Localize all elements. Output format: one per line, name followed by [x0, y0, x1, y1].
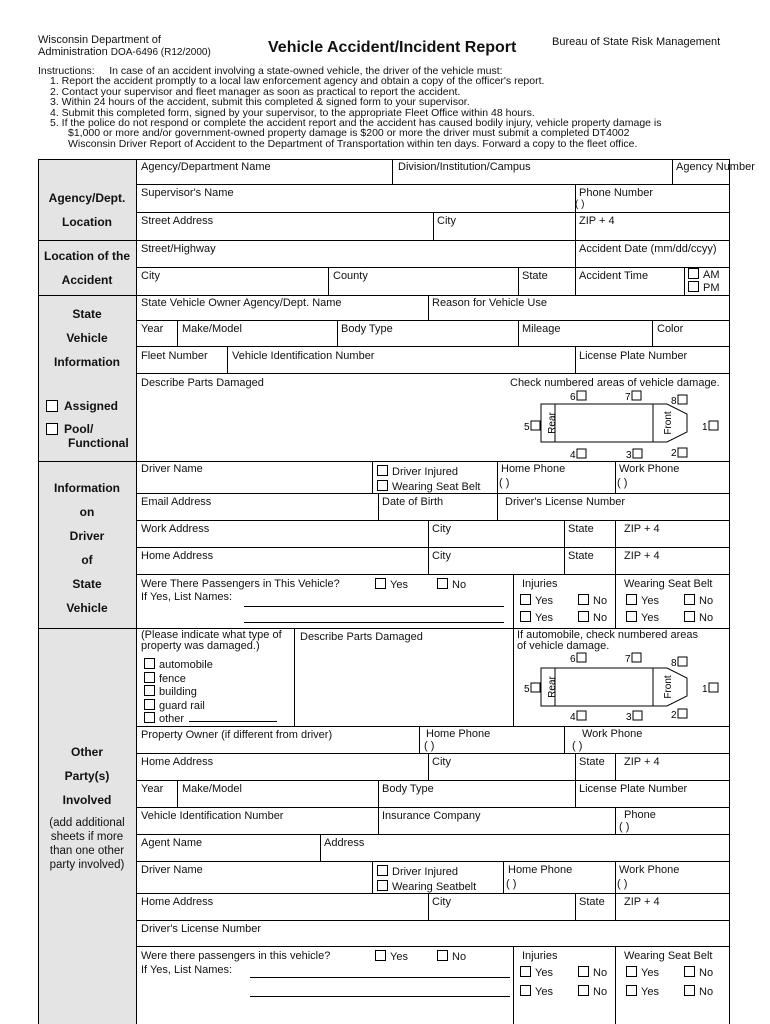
area-6-checkbox[interactable] — [577, 391, 586, 400]
area-5-label: 5 — [524, 684, 530, 695]
other-home-address-label: Home Address — [141, 756, 214, 768]
seat-belt-col-label: Wearing Seat Belt — [624, 578, 713, 590]
other-dl-label: Driver's License Number — [141, 923, 262, 935]
agency-number-label: Agency Number — [676, 161, 755, 173]
form-number: DOA-6496 (R12/2000) — [110, 47, 211, 58]
passengers-question: Were There Passengers in This Vehicle? — [141, 578, 340, 590]
other-vin-label: Vehicle Identification Number — [141, 810, 284, 822]
belt-yes-checkbox[interactable] — [626, 985, 637, 996]
property-type-options: automobile fence building guard rail other — [144, 658, 213, 726]
reason-use-label: Reason for Vehicle Use — [432, 297, 547, 309]
home-state-label: State — [568, 550, 594, 562]
dl-number-label: Driver's License Number — [505, 496, 626, 508]
area-3-checkbox[interactable] — [633, 711, 642, 720]
instructions: Instructions: In case of an accident involving a state-owned vehicle, the driver of the vehicle must: 1. Report the accident promptly to a local law enforcement agency and obtain a copy of the officer's report. 2. Contact your supervisor and fleet manager as soon as practical to report the accident. 3. Within 24 hours of the accident, submit this completed & signed form to your supervisor. 4. Submit this completed form, signed by your supervisor, to the appropriate Fleet Office within 48 hours. 5. If the police do not respond or complete the accident report and the accident has caused bodily injury, vehicle property damage is $1,000 or more and/or government-owned property damage is $200 or more the driver must submit a completed DT4002 Wisconsin Driver Report of Accident to the Department of Transportation within ten days. Forward a copy to the fleet office. — [38, 65, 662, 150]
accident-time-label: Accident Time — [579, 270, 649, 282]
area-5-checkbox[interactable] — [531, 683, 540, 692]
injury-no-1: No — [578, 594, 607, 607]
insurance-label: Insurance Company — [382, 810, 481, 822]
pm-option: PM — [688, 281, 720, 294]
body-type-label: Body Type — [341, 323, 393, 335]
area-8-checkbox[interactable] — [678, 395, 687, 404]
area-2-label: 2 — [671, 710, 677, 721]
belt-no-checkbox[interactable] — [684, 985, 695, 996]
front-label: Front — [663, 675, 674, 699]
seat-belt-checkbox[interactable] — [377, 480, 388, 491]
other-injury-yes-2: Yes — [520, 985, 553, 998]
passenger-name-line[interactable] — [244, 606, 504, 607]
belt-yes-checkbox[interactable] — [626, 594, 637, 605]
fleet-number-label: Fleet Number — [141, 350, 208, 362]
other-body-type-label: Body Type — [382, 783, 434, 795]
injury-no-2: No — [578, 611, 607, 624]
area-1-label: 1 — [702, 422, 708, 433]
city-label: City — [437, 215, 456, 227]
list-names-label: If Yes, List Names: — [141, 591, 233, 603]
seat-belt-option: Wearing Seat Belt — [377, 480, 480, 493]
other-year-label: Year — [141, 783, 164, 795]
paren: ( ) — [619, 821, 630, 833]
other-vehicle-damage-diagram — [515, 652, 725, 724]
pool-checkbox[interactable] — [46, 423, 58, 435]
other-driver-work-phone-label: Work Phone — [619, 864, 680, 876]
bureau-name: Bureau of State Risk Management — [552, 36, 721, 48]
other-city-label: City — [432, 756, 451, 768]
injury-no-checkbox[interactable] — [578, 966, 589, 977]
other-seat-belt-col-label: Wearing Seat Belt — [624, 950, 713, 962]
passengers-yes-checkbox[interactable] — [375, 578, 386, 589]
other-passengers-no: No — [437, 950, 466, 963]
paren: ( ) — [506, 878, 517, 890]
fence-checkbox[interactable] — [144, 672, 155, 683]
other-driver-city-label: City — [432, 896, 451, 908]
paren: ( ) — [572, 740, 583, 752]
area-1-checkbox[interactable] — [709, 421, 718, 430]
building-checkbox[interactable] — [144, 685, 155, 696]
rear-label: Rear — [547, 676, 558, 698]
other-driver-home-phone-label: Home Phone — [508, 864, 573, 876]
vehicle-damage-diagram — [515, 388, 725, 460]
area-3-checkbox[interactable] — [633, 449, 642, 458]
other-belt-yes-1: Yes — [626, 966, 659, 979]
supervisor-label: Supervisor's Name — [141, 187, 234, 199]
property-owner-label: Property Owner (if different from driver) — [141, 729, 333, 741]
division-label: Division/Institution/Campus — [398, 161, 531, 173]
other-seatbelt-option: Wearing Seatbelt — [377, 880, 476, 893]
form-title: Vehicle Accident/Incident Report — [268, 39, 517, 56]
other-work-phone-label: Work Phone — [582, 728, 643, 740]
other-passengers-no-checkbox[interactable] — [437, 950, 448, 961]
paren: ( ) — [499, 477, 510, 489]
other-driver-name-label: Driver Name — [141, 864, 203, 876]
area-2-checkbox[interactable] — [678, 448, 687, 457]
belt-no-2: No — [684, 611, 713, 624]
section-other-party: Other Party(s) Involved — [62, 745, 112, 807]
area-5-checkbox[interactable] — [531, 421, 540, 430]
pool-option: Pool/ Functional — [46, 422, 129, 450]
property-type-label: (Please indicate what type of property was damaged.) — [141, 629, 282, 652]
other-passenger-name-line[interactable] — [250, 996, 510, 997]
area-6-label: 6 — [570, 654, 576, 665]
other-driver-address-label: Home Address — [141, 896, 214, 908]
email-label: Email Address — [141, 496, 212, 508]
injury-no-checkbox[interactable] — [578, 611, 589, 622]
area-4-label: 4 — [570, 450, 576, 460]
passengers-no-checkbox[interactable] — [437, 578, 448, 589]
belt-no-checkbox[interactable] — [684, 611, 695, 622]
section-vehicle: State Vehicle Information — [54, 307, 120, 369]
area-4-checkbox[interactable] — [577, 449, 586, 458]
automobile-checkbox[interactable] — [144, 658, 155, 669]
agent-address-label: Address — [324, 837, 365, 849]
other-driver-state-label: State — [579, 896, 605, 908]
accident-city-label: City — [141, 270, 160, 282]
color-label: Color — [657, 323, 684, 335]
supervisor-phone-label: Phone Number — [579, 187, 653, 199]
insurance-phone-label: Phone — [624, 809, 656, 821]
other-make-model-label: Make/Model — [182, 783, 242, 795]
other-driver-injured-checkbox[interactable] — [377, 865, 388, 876]
other-party-note: (add additional sheets if more than one other party involved) — [49, 817, 125, 871]
other-passengers-question: Were there passengers in this vehicle? — [141, 950, 331, 962]
passenger-name-line[interactable] — [244, 622, 504, 623]
other-injury-no-2: No — [578, 985, 607, 998]
other-state-label: State — [579, 756, 605, 768]
belt-yes-checkbox[interactable] — [626, 611, 637, 622]
area-6-label: 6 — [570, 392, 576, 403]
agent-name-label: Agent Name — [141, 837, 203, 849]
paren: ( ) — [617, 878, 628, 890]
belt-yes-1: Yes — [626, 594, 659, 607]
area-8-label: 8 — [671, 396, 677, 407]
paren: ( ) — [575, 199, 585, 210]
injury-yes-checkbox[interactable] — [520, 611, 531, 622]
rear-label: Rear — [547, 412, 558, 434]
street-highway-label: Street/Highway — [141, 243, 216, 255]
area-8-checkbox[interactable] — [678, 657, 687, 666]
mileage-label: Mileage — [522, 323, 561, 335]
area-6-checkbox[interactable] — [577, 653, 586, 662]
belt-yes-2: Yes — [626, 611, 659, 624]
area-1-label: 1 — [702, 684, 708, 695]
assigned-option: Assigned — [46, 400, 118, 412]
other-passenger-name-line[interactable] — [250, 977, 510, 978]
injury-no-checkbox[interactable] — [578, 594, 589, 605]
other-passengers-yes-checkbox[interactable] — [375, 950, 386, 961]
home-address-label: Home Address — [141, 550, 214, 562]
other-belt-no-1: No — [684, 966, 713, 979]
other-license-plate-label: License Plate Number — [579, 783, 688, 795]
injury-yes-2: Yes — [520, 611, 553, 624]
dob-label: Date of Birth — [382, 496, 444, 508]
other-seatbelt-checkbox[interactable] — [377, 880, 388, 891]
injury-yes-checkbox[interactable] — [520, 985, 531, 996]
home-phone-label: Home Phone — [501, 463, 566, 475]
vin-label: Vehicle Identification Number — [232, 350, 375, 362]
passengers-yes: Yes — [375, 578, 408, 591]
describe-parts-label: Describe Parts Damaged — [141, 377, 264, 389]
area-2-checkbox[interactable] — [678, 709, 687, 718]
passengers-no: No — [437, 578, 466, 591]
paren: ( ) — [424, 740, 435, 752]
department-name: Wisconsin Department of Administration DOA-6496 (R12/2000) — [38, 34, 211, 58]
injury-yes-checkbox[interactable] — [520, 966, 531, 977]
accident-date-label: Accident Date (mm/dd/ccyy) — [579, 243, 717, 255]
agency-name-label: Agency/Department Name — [141, 161, 271, 173]
area-4-label: 4 — [570, 712, 576, 723]
area-5-label: 5 — [524, 422, 530, 433]
am-checkbox[interactable] — [688, 268, 699, 279]
street-address-label: Street Address — [141, 215, 214, 227]
other-home-phone-label: Home Phone — [426, 728, 491, 740]
section-driver: Information on Driver of State Vehicle — [54, 481, 120, 615]
if-automobile-label: If automobile, check numbered areas of vehicle damage. — [517, 629, 698, 652]
area-7-label: 7 — [625, 392, 631, 403]
area-7-checkbox[interactable] — [632, 391, 641, 400]
work-state-label: State — [568, 523, 594, 535]
injuries-label: Injuries — [522, 578, 558, 590]
other-belt-yes-2: Yes — [626, 985, 659, 998]
other-driver-injured-option: Driver Injured — [377, 865, 458, 878]
other-injury-yes-1: Yes — [520, 966, 553, 979]
paren: ( ) — [617, 477, 628, 489]
year-label: Year — [141, 323, 164, 335]
other-injury-no-1: No — [578, 966, 607, 979]
section-agency: Agency/Dept. Location — [48, 191, 126, 229]
other-checkbox[interactable] — [144, 712, 155, 723]
driver-injured-checkbox[interactable] — [377, 465, 388, 476]
area-7-label: 7 — [625, 654, 631, 665]
front-label: Front — [663, 411, 674, 435]
county-label: County — [333, 270, 368, 282]
area-8-label: 8 — [671, 658, 677, 669]
area-4-checkbox[interactable] — [577, 711, 586, 720]
other-passengers-yes: Yes — [375, 950, 408, 963]
other-belt-no-2: No — [684, 985, 713, 998]
license-plate-label: License Plate Number — [579, 350, 688, 362]
pm-checkbox[interactable] — [688, 281, 699, 292]
area-3-label: 3 — [626, 712, 632, 723]
guard-rail-checkbox[interactable] — [144, 699, 155, 710]
am-option: AM — [688, 268, 720, 281]
injury-no-checkbox[interactable] — [578, 985, 589, 996]
section-location: Location of the Accident — [44, 249, 130, 287]
area-1-checkbox[interactable] — [709, 683, 718, 692]
zip-label: ZIP + 4 — [579, 215, 615, 227]
check-areas-label: Check numbered areas of vehicle damage. — [510, 377, 720, 389]
driver-name-label: Driver Name — [141, 463, 203, 475]
injury-yes-1: Yes — [520, 594, 553, 607]
assigned-checkbox[interactable] — [46, 400, 58, 412]
work-zip-label: ZIP + 4 — [624, 523, 660, 535]
belt-yes-checkbox[interactable] — [626, 966, 637, 977]
other-injuries-label: Injuries — [522, 950, 558, 962]
work-phone-label: Work Phone — [619, 463, 680, 475]
area-7-checkbox[interactable] — [632, 653, 641, 662]
work-city-label: City — [432, 523, 451, 535]
make-model-label: Make/Model — [182, 323, 242, 335]
home-city-label: City — [432, 550, 451, 562]
area-2-label: 2 — [671, 448, 677, 459]
other-describe-parts-label: Describe Parts Damaged — [300, 631, 423, 643]
work-address-label: Work Address — [141, 523, 210, 535]
other-list-names-label: If Yes, List Names: — [141, 964, 233, 976]
injury-yes-checkbox[interactable] — [520, 594, 531, 605]
other-driver-zip-label: ZIP + 4 — [624, 896, 660, 908]
belt-no-1: No — [684, 594, 713, 607]
other-specify-line[interactable] — [189, 721, 277, 722]
other-zip-label: ZIP + 4 — [624, 756, 660, 768]
belt-no-checkbox[interactable] — [684, 966, 695, 977]
area-3-label: 3 — [626, 450, 632, 460]
state-label: State — [522, 270, 548, 282]
belt-no-checkbox[interactable] — [684, 594, 695, 605]
home-zip-label: ZIP + 4 — [624, 550, 660, 562]
owner-agency-label: State Vehicle Owner Agency/Dept. Name — [141, 297, 342, 309]
driver-injured-option: Driver Injured — [377, 465, 458, 478]
